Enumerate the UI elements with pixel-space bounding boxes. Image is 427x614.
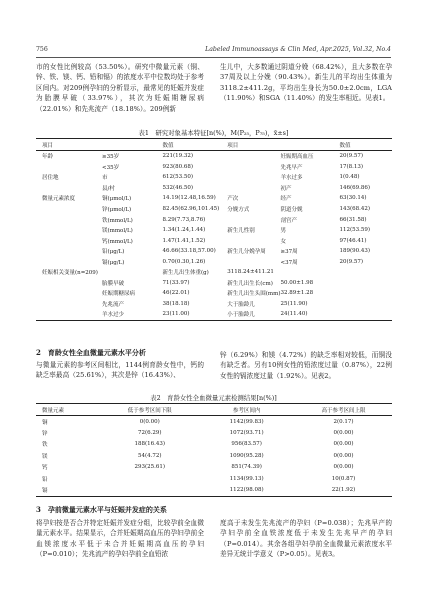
table1-caption: 表1 研究对象基本特征[n(%)，M(P₂₅，P₇₅)，x̄±s] — [138, 129, 289, 137]
table-cell: ≥37周 — [280, 249, 298, 256]
table-cell — [219, 214, 280, 225]
table-cell: 初产 — [280, 185, 292, 192]
table-cell: 镁 — [42, 453, 48, 460]
table-cell: 112(53.59) — [339, 227, 371, 234]
table-cell — [98, 267, 163, 278]
table-cell: 年龄 — [42, 154, 54, 161]
body-text-left-bot — [36, 518, 204, 560]
table-header-cell: 项目 — [36, 139, 98, 151]
body-text-left-top — [36, 62, 204, 114]
paragraph: 市的女性比例较高（53.50%）。研究中微量元素（铜、锌、铁、镁、钙、铅和镉）的浓度水平中位数均处于参考区间内。对209例孕妇的分析显示，最常见的妊娠并发症为胎膜早破（33.97%），其次为妊娠期糖尿病（22.01%）和先兆流产（18.18%）。209例新 — [36, 63, 204, 113]
table1-body — [36, 151, 392, 321]
table-row — [36, 484, 392, 496]
table-cell: 新生儿性别 — [227, 228, 255, 235]
table-cell: 24(11.40) — [280, 311, 308, 318]
table-cell: 0(0.00) — [333, 464, 354, 471]
paragraph: 锌（6.29%）和镁（4.72%）的缺乏率相对较低，而铜没有缺乏者。另有10例女性的铅浓度过量（0.87%），22例女性的镉浓度过量（1.92%）。见表2。 — [220, 351, 392, 380]
table-row — [36, 462, 392, 473]
table-row — [36, 473, 392, 484]
table-header-cell — [281, 139, 340, 151]
table-cell — [36, 183, 98, 194]
table-cell — [101, 484, 198, 496]
table-cell: 46(22.01) — [162, 290, 190, 297]
table-cell: 1122(98.08) — [229, 487, 264, 494]
table-row — [36, 172, 392, 183]
table-header-cell — [98, 139, 163, 151]
table-row — [36, 246, 392, 257]
table-cell: 锌 — [42, 431, 48, 438]
table-row — [36, 450, 392, 461]
table-cell: 钙(mmol/L) — [101, 238, 133, 245]
table-cell: 1134(99.13) — [229, 475, 264, 482]
table-cell: 经产 — [280, 196, 292, 203]
table-cell — [101, 473, 198, 484]
table-cell — [36, 214, 98, 225]
table-cell — [340, 309, 392, 320]
table-row — [36, 256, 392, 267]
table-row — [36, 235, 392, 246]
journal-citation: Labeled Immunoassays & Clin Med, Apr.2025, Vol.32, No.4 — [205, 46, 391, 53]
page-number: 756 — [36, 46, 48, 53]
table-cell: 铅 — [42, 476, 48, 483]
table-cell: 0.70(0.30,1.26) — [162, 258, 206, 265]
table-cell: 0(0.00) — [333, 452, 354, 459]
table-cell: 14.19(12.48,16.59) — [162, 195, 216, 202]
table-cell: 189(90.43) — [339, 248, 371, 255]
table-cell — [36, 246, 98, 257]
table-cell — [36, 235, 98, 246]
table-cell: 66(31.58) — [339, 216, 367, 223]
table-cell: 20(9.57) — [339, 258, 364, 265]
table-cell: 97(46.41) — [339, 237, 367, 244]
header-rule — [36, 57, 391, 58]
table-cell — [219, 172, 280, 183]
table-cell: 先兆流产 — [101, 301, 124, 308]
table-row — [36, 214, 392, 225]
table-row — [36, 299, 392, 310]
table-cell: 女 — [280, 238, 287, 245]
table-cell: 63(30.14) — [339, 195, 367, 202]
table-cell: 男 — [280, 228, 287, 235]
table-cell: 钙 — [42, 465, 48, 472]
table-cell: 居住地 — [42, 175, 59, 182]
table-cell: 10(0.87) — [331, 475, 356, 482]
table-cell: 先兆早产 — [280, 164, 303, 171]
table-row — [36, 278, 392, 289]
table-cell: 8.29(7.73,8.76) — [162, 216, 206, 223]
table-cell: 新生儿出生长(cm) — [227, 280, 273, 287]
table-cell: 铜(μmol/L) — [101, 196, 132, 203]
table-cell: 1072(93.71) — [229, 430, 264, 437]
table-header-cell: 低于参考区间下限 — [101, 404, 198, 416]
table-cell: 妊娠期糖尿病 — [101, 291, 135, 298]
table-cell — [340, 278, 392, 289]
table-cell: 锌(μmol/L) — [101, 207, 132, 213]
paragraph: 将孕妇按是否合并特定妊娠并发症分组，比较孕前全血微量元素水平。结果显示，合并妊娠期高血压的孕妇孕前全血镁浓度水平低于未合并妊娠期高血压的孕妇（P=0.010）；先兆流产的孕妇孕前全血铅浓 — [36, 519, 204, 559]
table-header-cell: 高于参考区间上限 — [295, 404, 392, 416]
table-cell: 20(9.57) — [339, 153, 364, 160]
table-cell: 851(74.39) — [231, 464, 262, 471]
table-cell: 72(6.29) — [137, 430, 162, 437]
table-cell: 羊水过多 — [280, 175, 303, 182]
table-cell: 1.47(1.41,1.52) — [162, 237, 206, 244]
table-cell: 剖宫产 — [280, 217, 298, 224]
paragraph: 度高于未发生先兆流产的孕妇（P=0.038）；先兆早产的孕妇孕前全血铁浓度低于未发生先兆早产的孕妇（P=0.014）。其余各组孕妇孕前全血微量元素浓度水平差异无统计学意义（P>0.05）。见表3。 — [220, 519, 392, 559]
body-text-left-mid — [36, 360, 204, 381]
table-cell: 新生儿分娩孕周 — [227, 249, 266, 256]
table-cell: 分娩方式 — [227, 207, 250, 213]
table-cell — [219, 183, 280, 194]
table-cell: 妊娠相关变量(n=209) — [42, 270, 98, 277]
table-cell — [36, 288, 98, 299]
table-cell: 镉 — [42, 488, 48, 495]
table-cell: 1090(95.28) — [229, 452, 264, 459]
table-cell: 小于胎龄儿 — [227, 312, 255, 319]
table-row — [36, 416, 392, 428]
table-cell — [219, 235, 280, 246]
table-cell: 1142(99.83) — [229, 418, 264, 425]
table-cell: 胎膜早破 — [101, 280, 124, 287]
table-header-row — [36, 404, 392, 416]
table-cell: 146(69.86) — [339, 184, 371, 191]
table-cell — [340, 267, 392, 278]
body-text-right-bot — [220, 518, 392, 560]
table-cell — [219, 151, 280, 162]
table-cell: 82.45(62.96,101.45) — [162, 206, 220, 212]
table-cell: 143(68.42) — [339, 206, 371, 212]
table1 — [36, 138, 392, 321]
table-cell: 市 — [101, 175, 108, 182]
table2 — [36, 403, 392, 497]
table-header-cell: 参考区间内 — [198, 404, 295, 416]
table-cell: 镁(mmol/L) — [101, 228, 133, 235]
table2-caption: 表2 育龄女性全血微量元素检测结果[n(%)] — [150, 394, 277, 402]
table-cell — [36, 225, 98, 236]
table-cell: 612(53.50) — [162, 174, 194, 181]
table-cell: 产次 — [227, 196, 239, 203]
table-cell: 1(0.48) — [339, 174, 360, 181]
table-cell: 17(8.13) — [339, 163, 364, 170]
table-cell: 54(4.72) — [137, 452, 162, 459]
table-cell — [281, 267, 340, 278]
table-cell: 23(11.00) — [162, 311, 190, 318]
table-header-cell: 项目 — [219, 139, 280, 151]
table-header-cell: 数值 — [163, 139, 220, 151]
table-cell — [36, 299, 98, 310]
table-cell: 2(0.17) — [333, 418, 354, 425]
table-cell: 25(11.90) — [280, 300, 308, 307]
table-row — [36, 427, 392, 438]
table-cell: 县/村 — [101, 185, 115, 192]
table-cell — [36, 278, 98, 289]
table-row — [36, 204, 392, 215]
table-cell: 3118.24±411.21 — [227, 269, 274, 276]
table-row — [36, 288, 392, 299]
table-cell — [340, 299, 392, 310]
table-header-cell: 微量元素 — [36, 404, 101, 416]
table-cell — [36, 162, 98, 173]
table-cell — [219, 256, 280, 267]
section-heading: 3 孕前微量元素水平与妊娠并发症的关系 — [36, 505, 167, 514]
table-cell: 新生儿出生体重(g) — [162, 270, 209, 277]
table-cell — [340, 288, 392, 299]
section-heading: 2 育龄女性全血微量元素水平分析 — [36, 348, 146, 357]
table-cell: 铁 — [42, 442, 48, 449]
table-cell: 38(18.18) — [162, 300, 190, 307]
table-cell — [36, 256, 98, 267]
table-cell — [36, 309, 98, 320]
table-row — [36, 309, 392, 320]
table-cell: <37周 — [280, 259, 298, 266]
table-cell: 铅(μg/L) — [101, 249, 125, 256]
table2-body — [36, 416, 392, 497]
table-row — [36, 162, 392, 173]
table-cell: 新生儿出生头围(mm) — [227, 291, 281, 298]
table-cell: <35岁 — [101, 164, 120, 171]
table-cell: 293(25.61) — [134, 464, 166, 471]
table-cell: 50.00±1.98 — [280, 279, 314, 286]
table-cell: 22(1.92) — [331, 487, 356, 494]
body-text-right-mid — [220, 350, 392, 381]
table-cell: 0(0.00) — [333, 430, 354, 437]
paragraph: 与微量元素的参考区间相比，1144例育龄女性中，钙的缺乏率最高（25.61%），其次是锌（16.43%）、 — [36, 361, 204, 380]
table-cell: 镉(μg/L) — [101, 259, 125, 266]
table-row — [36, 151, 392, 162]
table-cell — [219, 162, 280, 173]
table-cell: 46.66(33.18,57.00) — [162, 248, 216, 255]
table-header-row — [36, 139, 392, 151]
table-cell: 71(33.97) — [162, 279, 190, 286]
table-cell: 0(0.00) — [139, 418, 160, 425]
table-cell: 188(16.43) — [134, 441, 166, 448]
table-row — [36, 183, 392, 194]
table-cell: ≥35岁 — [101, 154, 120, 161]
running-header — [36, 46, 391, 56]
table-cell: 956(83.57) — [231, 441, 262, 448]
table-cell: 532(46.50) — [162, 184, 194, 191]
table-cell: 32.89±1.28 — [280, 290, 314, 297]
table-cell: 阴道分娩 — [280, 207, 303, 213]
table-cell: 大于胎龄儿 — [227, 301, 255, 308]
table-row — [36, 225, 392, 236]
table-cell: 221(19.32) — [162, 153, 194, 160]
table-row — [36, 439, 392, 450]
table-row — [36, 267, 392, 278]
table-cell: 0(0.00) — [333, 441, 354, 448]
table-cell: 羊水过少 — [101, 312, 124, 319]
paragraph: 生儿中，大多数通过阴道分娩（68.42%），且大多数在孕37周及以上分娩（90.43%）。新生儿的平均出生体重为3118.2±411.2g，平均出生身长为50.0±2.0cm，LGA（11.90%）和SGA（11.40%）的发生率相近。见表1。 — [220, 63, 392, 103]
table-cell — [36, 204, 98, 215]
table-header-cell: 数值 — [340, 139, 392, 151]
table-cell: 妊娠期高血压 — [280, 154, 314, 161]
body-text-right-top — [220, 62, 392, 104]
table-cell: 微量元素浓度 — [42, 196, 76, 203]
table-cell: 923(80.68) — [162, 163, 194, 170]
table-cell: 铁(mmol/L) — [101, 217, 133, 224]
table-cell: 铜 — [42, 419, 48, 426]
table-cell: 1.34(1.24,1.44) — [162, 227, 206, 234]
table-row — [36, 193, 392, 204]
